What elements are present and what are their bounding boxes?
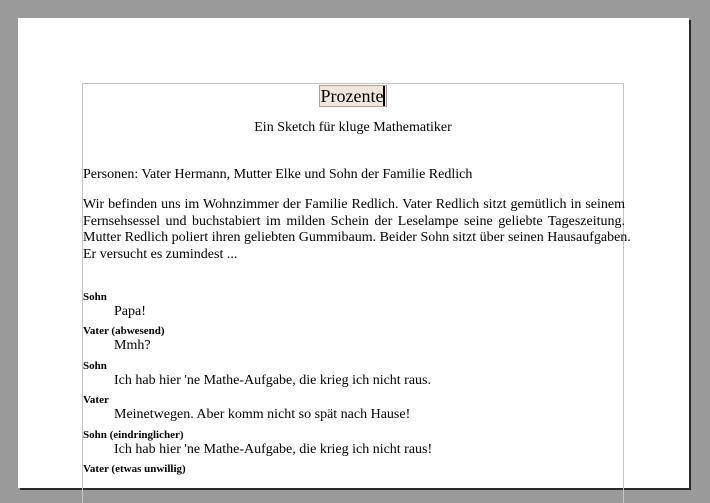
text-area[interactable] <box>82 83 631 503</box>
title-text[interactable]: Prozente <box>320 86 384 106</box>
intro-line: Mutter Redlich poliert ihren geliebten Gummibaum. Beider Sohn sitzt über seinen Hausaufgaben. <box>83 230 631 245</box>
speaker-label[interactable]: Vater (abwesend) <box>83 325 165 337</box>
speaker-label[interactable]: Sohn <box>83 360 107 372</box>
document-page[interactable] <box>18 18 689 488</box>
persons-line[interactable]: Personen: Vater Hermann, Mutter Elke und Sohn der Familie Redlich <box>83 167 473 182</box>
intro-paragraph[interactable] <box>83 197 631 263</box>
dialogue-line[interactable]: Ich hab hier 'ne Mathe-Aufgabe, die krieg ich nicht raus. <box>114 373 432 388</box>
speaker-label[interactable]: Sohn <box>83 291 107 303</box>
title-row <box>83 84 623 107</box>
intro-line: Wir befinden uns im Wohnzimmer der Familie Redlich. Vater Redlich sitzt gemütlich in seinem <box>83 197 625 212</box>
dialogue-line[interactable]: Ich hab hier 'ne Mathe-Aufgabe, die krieg ich nicht raus! <box>114 442 433 457</box>
text-cursor <box>383 86 385 106</box>
dialogue-line[interactable]: Papa! <box>114 304 146 319</box>
speaker-label[interactable]: Sohn (eindringlicher) <box>83 429 184 441</box>
dialogue-line[interactable]: Meinetwegen. Aber komm nicht so spät nach Hause! <box>114 407 411 422</box>
speaker-label[interactable]: Vater (etwas unwillig) <box>83 463 186 475</box>
dialogue-line[interactable]: Mmh? <box>114 338 151 353</box>
document-subtitle[interactable]: Ein Sketch für kluge Mathematiker <box>254 120 452 135</box>
intro-line: Fernsehsessel und buchstabiert im milden Schein der Leselampe seine geliebte Tageszeitung. <box>83 213 625 229</box>
intro-line: Er versucht es zumindest ... <box>83 246 238 262</box>
speaker-label[interactable]: Vater <box>83 394 109 406</box>
document-title[interactable] <box>319 85 388 107</box>
